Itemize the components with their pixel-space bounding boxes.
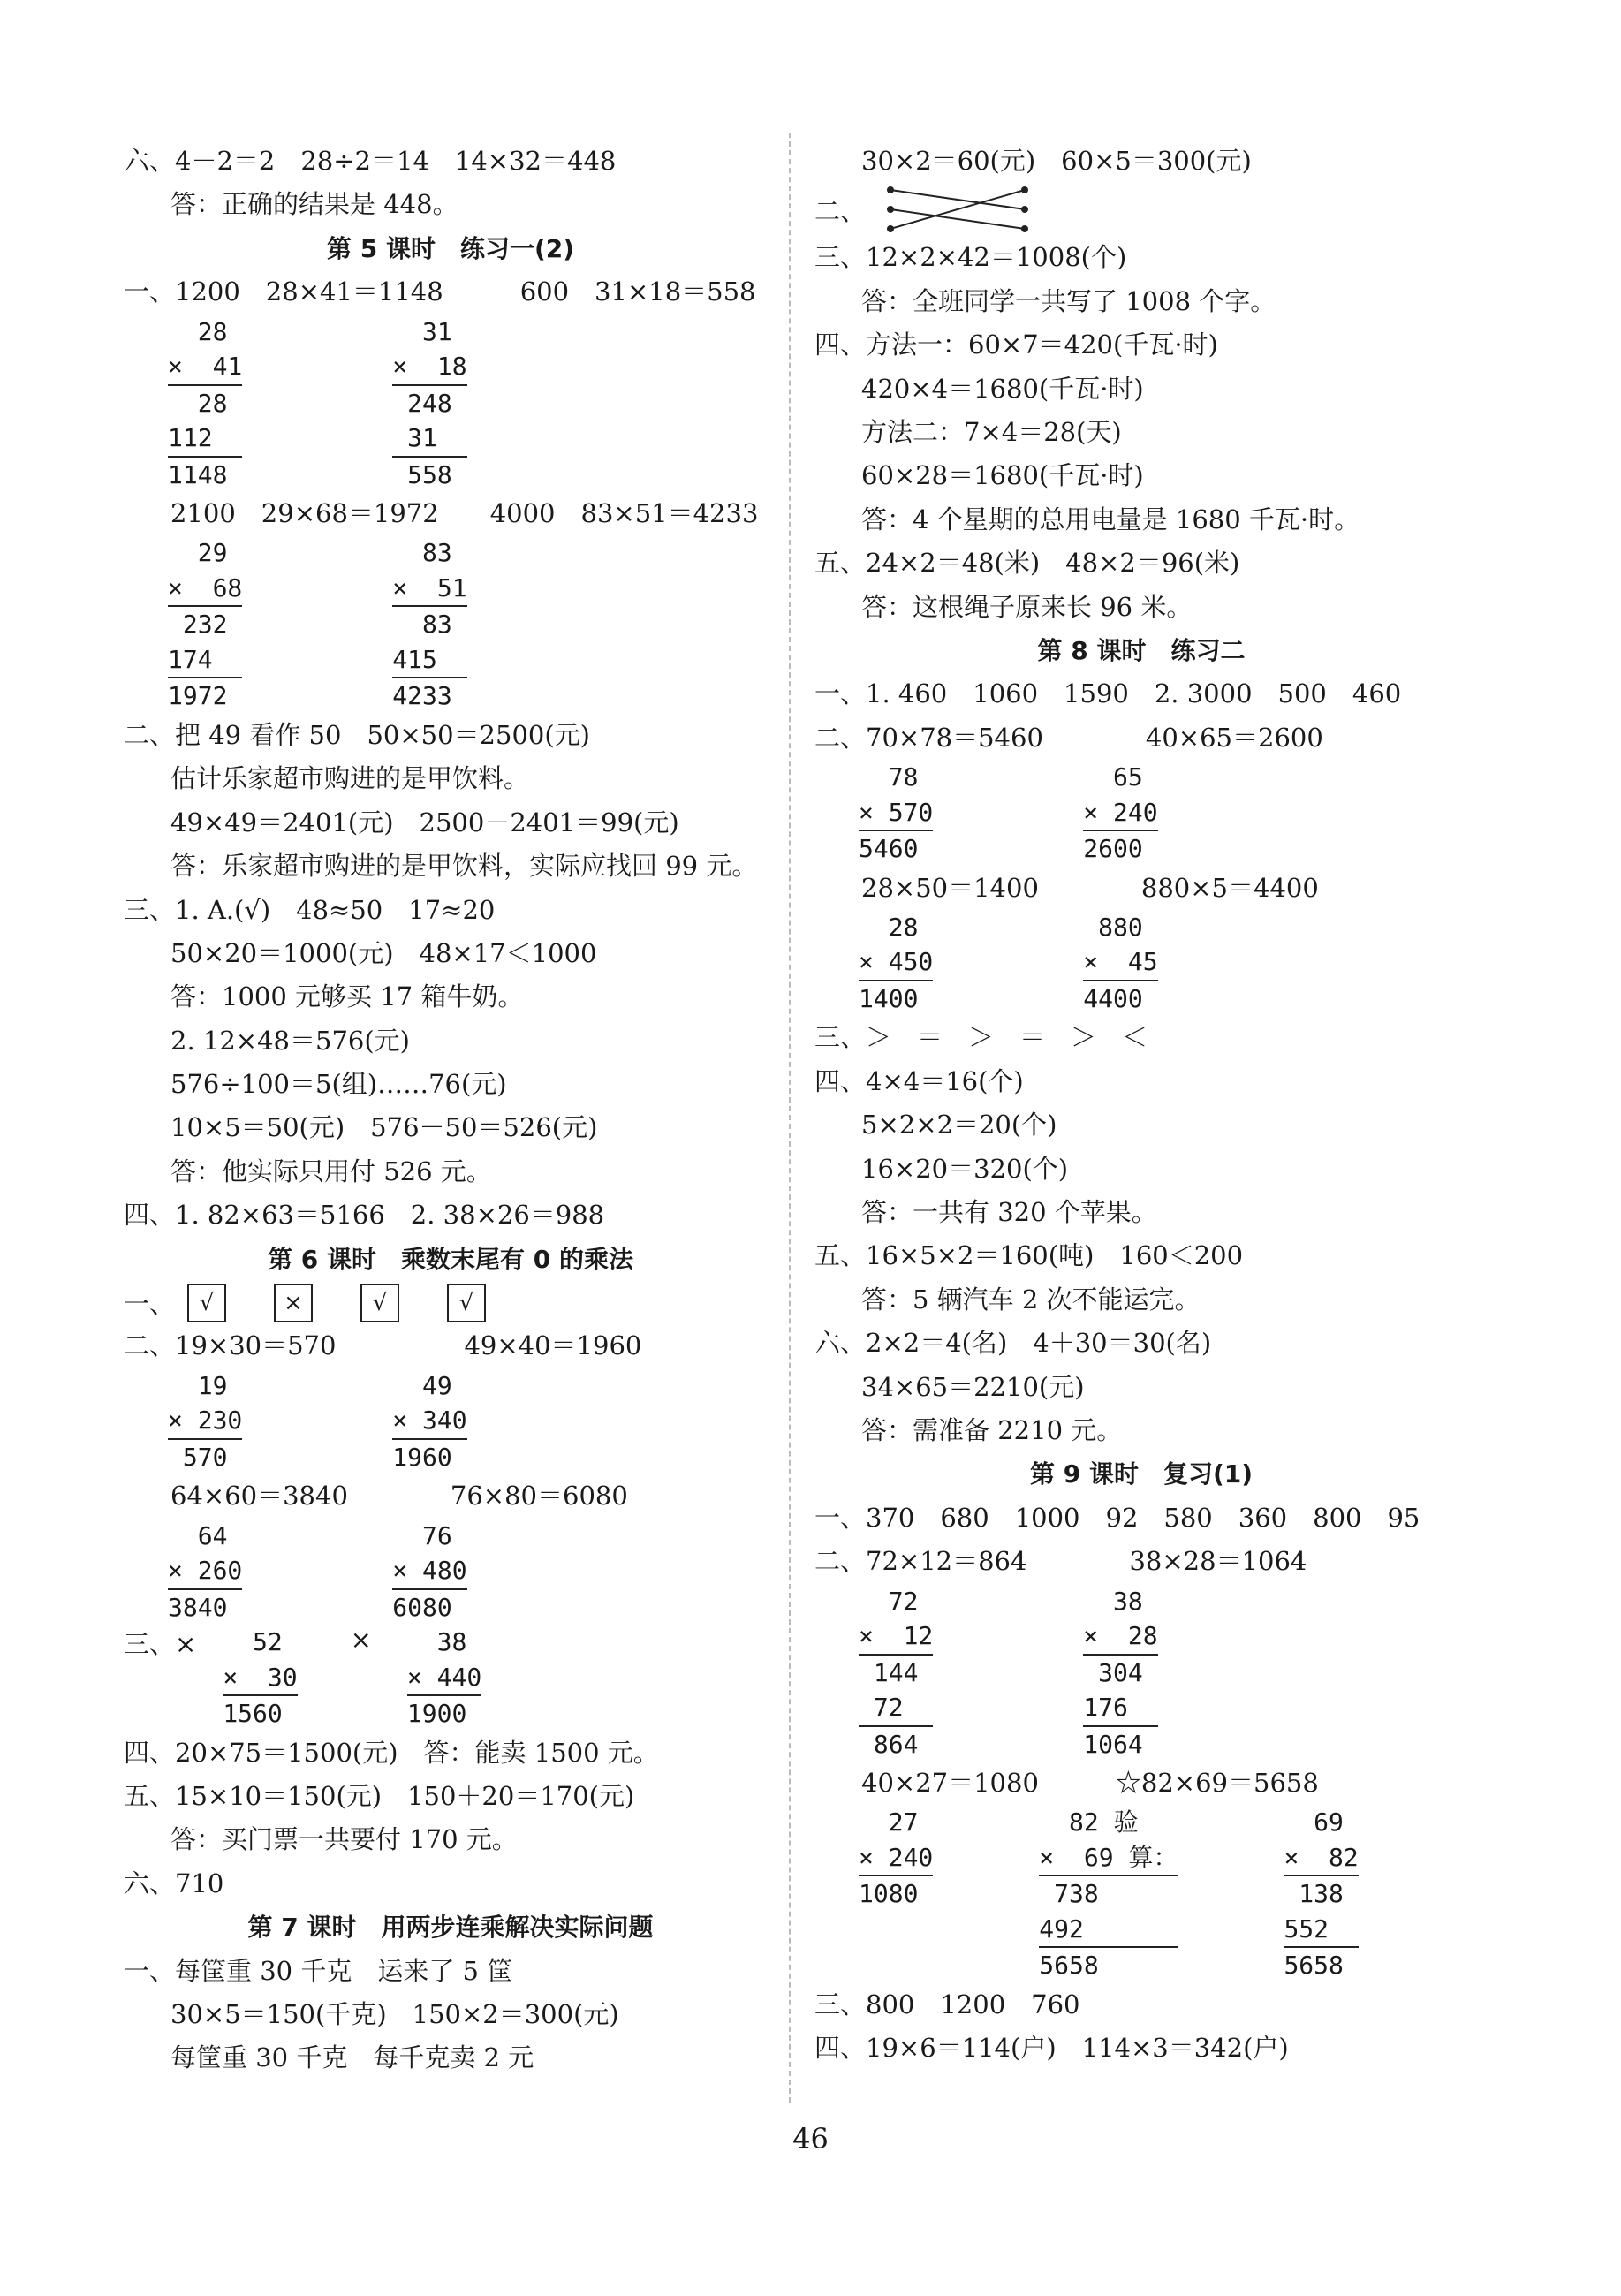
calc-row: 5658 [1039,1951,1114,1981]
vertical-calculation [168,314,242,493]
calc-row: × 30 [223,1660,297,1697]
right-line: 四、4×4＝16(个) [814,1065,1024,1096]
calc-row: 52 [223,1627,283,1657]
matching-dot [1021,186,1028,193]
right-line: 四、方法一：60×7＝420(千瓦·时) [814,330,1218,360]
calc-row: 558 [392,459,452,489]
column-divider [789,133,791,2103]
calc-row: 864 [859,1729,919,1759]
right-line: 420×4＝1680(千瓦·时) [861,373,1144,404]
vertical-calculation [392,535,466,714]
calc-row: 1080 [859,1879,919,1909]
right-line: 五、16×5×2＝160(吨) 160＜200 [814,1240,1244,1271]
calc-row: 1400 [859,983,919,1013]
check-box: × [274,1284,313,1322]
calc-row: 4400 [1083,983,1143,1013]
calc-row: × 480 [392,1553,466,1590]
calc-row: 1560 [223,1699,283,1729]
calc-row: × 230 [168,1403,242,1440]
left-line: 576÷100＝5(组)……76(元) [170,1069,507,1100]
check-box: √ [447,1284,486,1322]
calc-row: 31 [392,316,452,346]
answer-line: 答：他实际只用付 526 元。 [170,1156,492,1186]
calc-row: 415 [392,642,466,679]
calc-row: 552 [1284,1912,1358,1949]
vertical-calc-group [814,1584,1468,1762]
calc-row: 82 验 [1039,1807,1139,1838]
answer-line: 答：1000 元够买 17 箱牛奶。 [170,981,524,1012]
calc-row: 248 [392,388,452,418]
calc-row: × 340 [392,1403,466,1440]
calc-row: 2600 [1083,834,1143,864]
calc-row: 1064 [1083,1729,1143,1759]
calc-row: × 12 [859,1618,933,1656]
left-line: 四、1. 82×63＝5166 2. 38×26＝988 [124,1200,605,1231]
matching-dot [1021,206,1028,213]
calc-row: 880 [1083,912,1143,942]
right-line: 28×50＝1400 880×5＝4400 [861,872,1319,903]
vertical-calculation [859,1805,933,1983]
judgement-boxes [124,1281,777,1324]
left-line: 49×49＝2401(元) 2500－2401＝99(元) [170,807,679,837]
right-column [814,140,1468,2071]
judgement-row [124,1625,777,1731]
vertical-calculation [1039,1805,1178,1983]
question-label: 一、 [124,1289,176,1320]
calc-row: 5658 [1284,1951,1344,1981]
calc-row: 72 [859,1586,919,1616]
right-line: 40×27＝1080 ☆82×69＝5658 [861,1768,1319,1799]
right-line: 二、70×78＝5460 40×65＝2600 [814,722,1323,753]
right-line: 三、800 1200 760 [814,1989,1080,2019]
section-heading: 第 5 课时 练习一(2) [326,233,575,263]
vertical-calculation [1083,910,1157,1017]
right-line: 60×28＝1680(千瓦·时) [861,460,1144,491]
calc-row: 4233 [392,681,452,711]
calc-row: × 260 [168,1553,242,1590]
section-heading: 第 8 课时 练习二 [1037,635,1246,665]
section-heading: 第 9 课时 复习(1) [1029,1459,1254,1489]
calc-row: 38 [1083,1586,1143,1616]
matching-line [890,190,1025,229]
answer-line: 答：买门票一共要付 170 元。 [170,1824,518,1855]
calc-row: 6080 [392,1592,452,1622]
answer-line: 答：全班同学一共写了 1008 个字。 [861,285,1276,316]
calc-row: 304 [1083,1657,1143,1687]
calc-row: × 41 [168,349,242,386]
calc-row: 1900 [406,1699,467,1729]
calc-row: 27 [859,1807,919,1838]
calc-row: 65 [1083,762,1143,792]
calc-row: 76 [392,1520,452,1550]
right-line: 16×20＝320(个) [861,1153,1069,1184]
calc-row: 570 [168,1442,228,1472]
right-line: 一、1. 460 1060 1590 2. 3000 500 460 [814,678,1402,709]
vertical-calculation [392,1519,466,1625]
check-box: √ [187,1284,226,1322]
vertical-calculation [168,535,242,714]
calc-row: × 240 [1083,795,1157,832]
vertical-calculation [859,1584,933,1762]
vertical-calc-group [814,910,1468,1017]
calc-row: 28 [859,912,919,942]
calc-row: 174 [168,642,242,679]
calc-row: × 51 [392,571,466,608]
calc-row: 738 [1039,1879,1114,1909]
calc-row: × 28 [1083,1618,1157,1656]
answer-line: 答：乐家超市购进的是甲饮料，实际应找回 99 元。 [170,851,758,882]
calc-row: 1960 [392,1442,452,1472]
calc-row: × 440 [407,1660,481,1697]
vertical-calculation [1083,1584,1157,1762]
vertical-calculation [859,760,933,867]
calc-row: 1148 [168,459,228,489]
vertical-calculation [1083,760,1157,867]
page-number: 46 [792,2122,829,2156]
calc-row: 3840 [168,1592,228,1622]
right-line: 5×2×2＝20(个) [861,1110,1057,1140]
calc-row: 112 [168,421,242,458]
left-line: 2100 29×68＝1972 4000 83×51＝4233 [170,498,759,529]
left-line: 每筐重 30 千克 每千克卖 2 元 [170,2042,534,2073]
left-line: 64×60＝3840 76×80＝6080 [170,1481,628,1512]
calc-row: 38 [406,1627,467,1657]
left-line: 50×20＝1000(元) 48×17＜1000 [170,937,597,968]
matching-diagram [883,183,1034,236]
calc-row: 492 [1039,1912,1178,1949]
right-line: 二、72×12＝864 38×28＝1064 [814,1546,1307,1577]
question-label: 二、 [814,195,867,226]
answer-line: 答：4 个星期的总用电量是 1680 千瓦·时。 [861,504,1360,534]
judgement-mark: × [350,1625,372,1656]
section-heading: 第 6 课时 乘数末尾有 0 的乘法 [268,1244,633,1274]
calc-row: 69 [1284,1807,1344,1838]
vertical-calculation [392,314,466,493]
vertical-calculation [223,1625,297,1731]
right-line: 30×2＝60(元) 60×5＝300(元) [861,146,1252,176]
calc-row: 64 [168,1520,228,1550]
vertical-calc-group [814,760,1468,867]
matching-dot [1021,225,1028,232]
vertical-calc-group [124,314,777,493]
right-line: 方法二：7×4＝28(天) [861,416,1122,447]
calc-row: 19 [168,1370,228,1400]
vertical-calc-group [124,1368,777,1475]
answer-line: 答：需准备 2210 元。 [861,1414,1123,1445]
calc-row: 1972 [168,681,228,711]
left-line: 二、把 49 看作 50 50×50＝2500(元) [124,719,590,750]
vertical-calculation [168,1368,242,1475]
matching-dot [887,225,894,232]
calc-row: 28 [168,316,228,346]
calc-row: 232 [168,610,228,640]
left-line: 六、4－2＝2 28÷2＝14 14×32＝448 [124,146,617,176]
calc-row: 72 [859,1690,933,1727]
matching-dot [887,186,894,193]
left-line: 估计乐家超市购进的是甲饮料。 [170,763,530,794]
calc-row: × 18 [392,349,466,386]
vertical-calc-group [124,1519,777,1625]
vertical-calc-group [814,1805,1468,1983]
left-line: 四、20×75＝1500(元) 答：能卖 1500 元。 [124,1737,659,1768]
left-line: 2. 12×48＝576(元) [170,1025,410,1056]
right-line: 四、19×6＝114(户) 114×3＝342(户) [814,2033,1289,2064]
calc-row: × 240 [859,1840,933,1877]
vertical-calculation [407,1625,481,1731]
left-line: 一、每筐重 30 千克 运来了 5 筐 [124,1955,513,1986]
right-line: 一、370 680 1000 92 580 360 800 95 [814,1502,1420,1533]
section-heading: 第 7 课时 用两步连乘解决实际问题 [247,1913,654,1943]
calc-row: 83 [392,610,452,640]
matching-line [890,209,1025,229]
matching-dot [887,206,894,213]
left-line: 六、710 [124,1868,224,1898]
answer-line: 答：一共有 320 个苹果。 [861,1197,1157,1228]
calc-row: 176 [1083,1690,1157,1727]
calc-row: 78 [859,762,919,792]
vertical-calculation [168,1519,242,1625]
vertical-calculation [1284,1805,1358,1983]
matching-line [890,190,1025,209]
answer-line: 答：正确的结果是 448。 [170,189,458,220]
calc-row: 138 [1284,1879,1344,1909]
right-line: 34×65＝2210(元) [861,1371,1085,1402]
calc-row: 144 [859,1657,919,1687]
left-line: 二、19×30＝570 49×40＝1960 [124,1330,642,1361]
calc-row: 5460 [859,834,919,864]
answer-line: 答：5 辆汽车 2 次不能运完。 [861,1284,1201,1315]
vertical-calculation [392,1368,466,1475]
calc-row: × 68 [168,571,242,608]
answer-line: 答：这根绳子原来长 96 米。 [861,591,1193,622]
calc-row: × 69 算： [1039,1840,1178,1877]
calc-row: × 45 [1083,944,1157,981]
left-column [124,140,777,2080]
calc-row: 29 [168,538,228,568]
right-line: 三、12×2×42＝1008(个) [814,242,1127,273]
calc-row: × 570 [859,795,933,832]
left-line: 30×5＝150(千克) 150×2＝300(元) [170,1999,619,2030]
vertical-calculation [859,910,933,1017]
right-line: 六、2×2＝4(名) 4＋30＝30(名) [814,1328,1212,1359]
left-line: 五、15×10＝150(元) 150＋20＝170(元) [124,1781,635,1812]
calc-row: × 450 [859,944,933,981]
left-line: 一、1200 28×41＝1148 600 31×18＝558 [124,277,756,307]
vertical-calc-group [124,535,777,714]
check-box: √ [360,1284,399,1322]
calc-row: 28 [168,388,228,418]
calc-row: 31 [392,421,466,458]
calc-row: 83 [392,538,452,568]
judgement-mark: 三、× [124,1629,197,1660]
matching-lines [814,183,1468,236]
calc-row: × 82 [1284,1840,1358,1877]
left-line: 10×5＝50(元) 576－50＝526(元) [170,1112,598,1143]
right-line: 五、24×2＝48(米) 48×2＝96(米) [814,548,1240,579]
left-line: 三、1. A.(√) 48≈50 17≈20 [124,894,496,925]
calc-row: 49 [392,1370,452,1400]
right-line: 三、＞ ＝ ＞ ＝ ＞ ＜ [814,1022,1148,1053]
